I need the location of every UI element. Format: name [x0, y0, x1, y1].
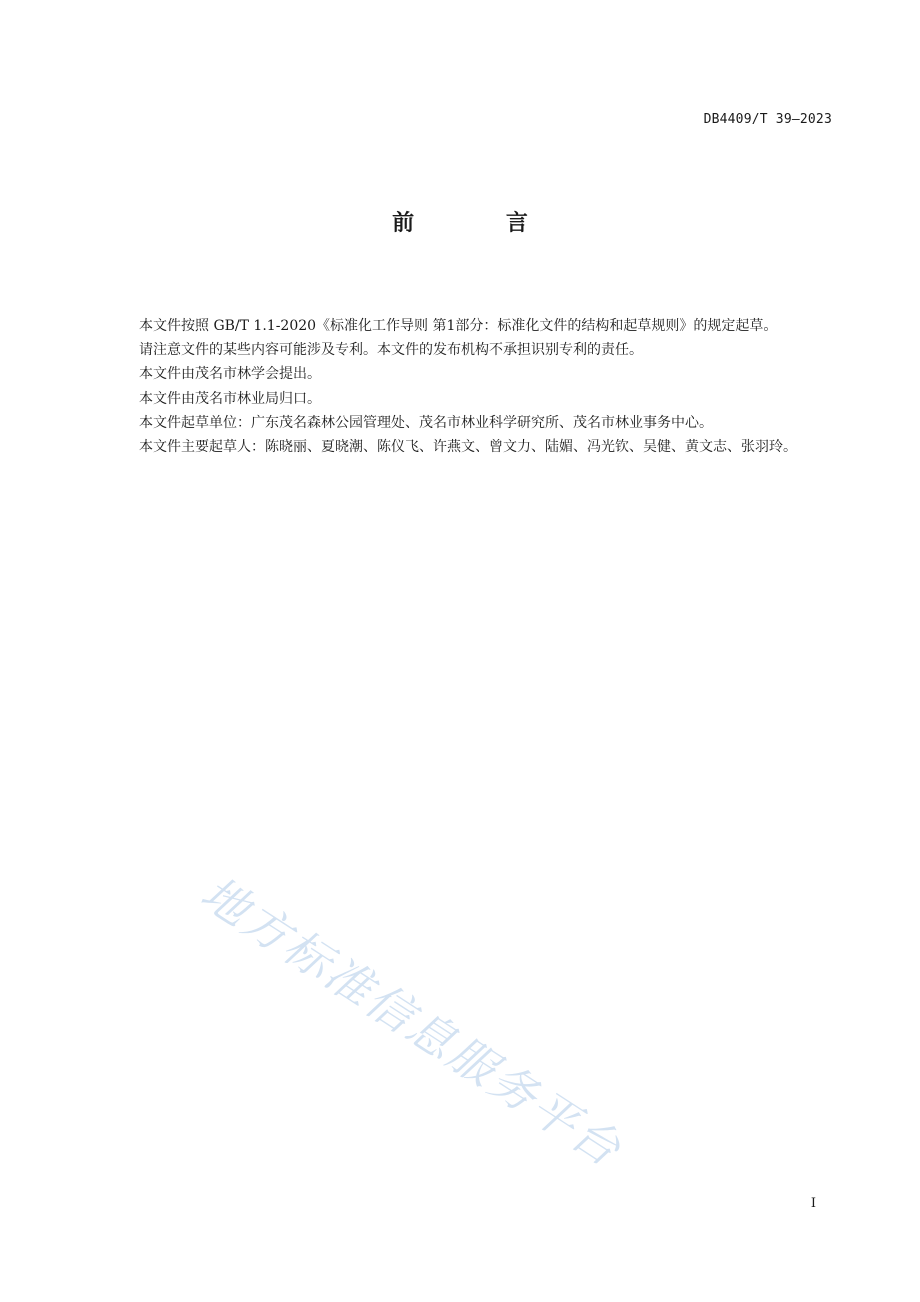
page-number: I [810, 1196, 816, 1211]
paragraph-drafting-units: 本文件起草单位：广东茂名森林公园管理处、茂名市林业科学研究所、茂名市林业事务中心。 [139, 414, 713, 431]
document-code: DB4409/T 39—2023 [703, 112, 832, 127]
paragraph-proposer: 本文件由茂名市林学会提出。 [139, 366, 321, 383]
watermark-text: 地方标准信息服务平台 [191, 865, 633, 1178]
page-title: 前 言 [392, 211, 570, 236]
paragraph-drafting-rules: 本文件按照 GB/T 1.1-2020《标准化工作导则 第1部分：标准化文件的结构和起草规则》的规定起草。 [139, 318, 778, 334]
paragraph-administrator: 本文件由茂名市林业局归口。 [139, 390, 321, 407]
foreword-body [111, 314, 833, 459]
paragraph-drafters: 本文件主要起草人：陈晓丽、夏晓潮、陈仪飞、许燕文、曾文力、陆媚、冯光钦、吴健、黄文志、张羽玲。 [139, 439, 797, 456]
paragraph-patent-notice: 请注意文件的某些内容可能涉及专利。本文件的发布机构不承担识别专利的责任。 [139, 342, 643, 359]
